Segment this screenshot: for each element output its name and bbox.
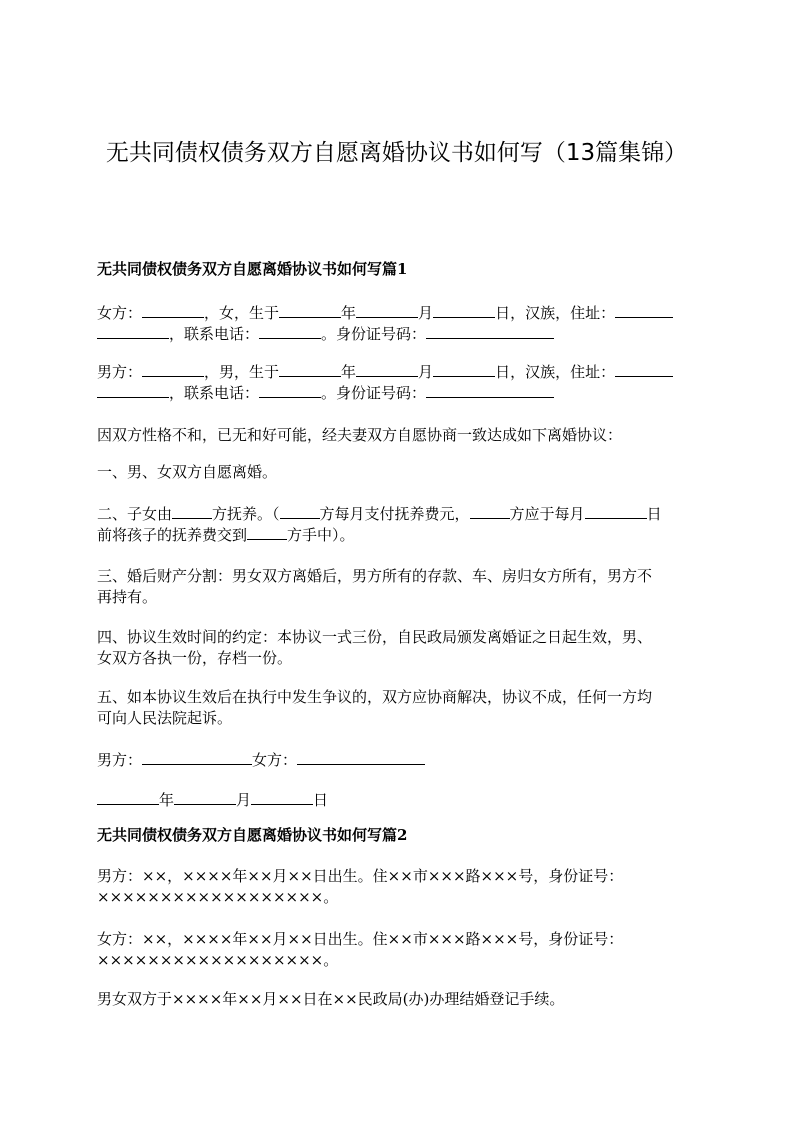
clause-1-text: 一、男、女双方自愿离婚。 (97, 463, 278, 481)
section-2-heading: 无共同债权债务双方自愿离婚协议书如何写篇2 (97, 826, 408, 844)
female-party-line-1 (97, 302, 697, 323)
clause-2-line-1 (97, 503, 697, 524)
clause-3-line-1: 三、婚后财产分割：男女双方离婚后，男方所有的存款、车、房归女方所有，男方不 (97, 567, 653, 585)
clause-5-line-2: 可向人民法院起诉。 (97, 709, 233, 727)
day-blank[interactable] (251, 789, 313, 805)
clause-4-line-1: 四、协议生效时间的约定：本协议一式三份，自民政局颁发离婚证之日起生效，男、 (97, 628, 653, 646)
male-info-paragraph (97, 866, 697, 908)
label-text: 。身份证号码： (321, 384, 427, 402)
female-signature-label: 女方： (252, 751, 298, 769)
payer-party-blank-2[interactable] (470, 503, 510, 519)
label-text: ，女，生于 (204, 304, 280, 322)
payer-party-blank[interactable] (280, 503, 320, 519)
id-number-blank[interactable] (426, 323, 554, 339)
label-text: 方手中）。 (287, 526, 355, 544)
name-blank[interactable] (142, 361, 204, 377)
label-text: ，联系电话： (169, 325, 260, 343)
label-text: 方抚养。（ (212, 505, 280, 523)
label-text: ，男，生于 (204, 363, 280, 381)
address-blank-cont[interactable] (97, 323, 169, 339)
day-label: 日 (313, 791, 329, 809)
label-text: 。身份证号码： (321, 325, 427, 343)
clause-4 (97, 627, 697, 669)
clause-5-line-1: 五、如本协议生效后在执行中发生争议的，双方应协商解决，协议不成，任何一方均 (97, 688, 653, 706)
marriage-registration-paragraph (97, 989, 697, 1010)
date-row (97, 789, 697, 810)
female-info-paragraph (97, 929, 697, 971)
month-label: 月 (236, 791, 252, 809)
signature-line (97, 749, 697, 770)
address-blank-cont[interactable] (97, 382, 169, 398)
male-party-line-1 (97, 361, 697, 382)
year-label: 年 (159, 791, 175, 809)
date-line (97, 789, 697, 810)
female-info-line-1: 女方：××，××××年××月××日出生。住××市×××路×××号，身份证号： (97, 930, 624, 948)
label-text: 女方： (97, 304, 143, 322)
label-text: 月 (418, 363, 434, 381)
label-text: 男方： (97, 363, 143, 381)
pay-day-blank[interactable] (585, 503, 647, 519)
male-party-line-2 (97, 382, 697, 403)
male-signature-label: 男方： (97, 751, 143, 769)
year-blank[interactable] (97, 789, 159, 805)
clause-2-line-2 (97, 524, 697, 545)
phone-blank[interactable] (259, 382, 321, 398)
section-1-heading: 无共同债权债务双方自愿离婚协议书如何写篇1 (97, 260, 408, 278)
male-signature-blank[interactable] (142, 749, 252, 765)
month-blank[interactable] (174, 789, 236, 805)
intro-text: 因双方性格不和，已无和好可能，经夫妻双方自愿协商一致达成如下离婚协议： (97, 426, 623, 444)
address-blank[interactable] (615, 361, 673, 377)
recipient-party-blank[interactable] (247, 524, 287, 540)
id-number-blank[interactable] (426, 382, 554, 398)
clause-4-line-2: 女双方各执一份，存档一份。 (97, 649, 293, 667)
label-text: 方每月支付抚养费元， (319, 505, 470, 523)
female-info-line-2: ××××××××××××××××××。 (97, 951, 339, 969)
label-text: 前将孩子的抚养费交到 (97, 526, 248, 544)
name-blank[interactable] (142, 302, 204, 318)
document-title: 无共同债权债务双方自愿离婚协议书如何写（13篇集锦） (105, 140, 688, 166)
birth-day-blank[interactable] (433, 302, 495, 318)
clause-3-line-2: 再持有。 (97, 588, 158, 606)
label-text: 年 (341, 304, 357, 322)
birth-day-blank[interactable] (433, 361, 495, 377)
label-text: 二、子女由 (97, 505, 173, 523)
label-text: 月 (418, 304, 434, 322)
clause-1 (97, 462, 697, 483)
clause-3 (97, 566, 697, 608)
female-party-line-2 (97, 323, 697, 344)
female-signature-blank[interactable] (297, 749, 425, 765)
birth-month-blank[interactable] (356, 302, 418, 318)
intro-paragraph (97, 425, 697, 446)
address-blank[interactable] (615, 302, 673, 318)
clause-5 (97, 687, 697, 729)
label-text: 年 (341, 363, 357, 381)
custody-party-blank[interactable] (172, 503, 212, 519)
female-party-paragraph (97, 302, 697, 344)
label-text: 方应于每月 (509, 505, 585, 523)
male-party-paragraph (97, 361, 697, 403)
clause-2 (97, 503, 697, 545)
birth-year-blank[interactable] (279, 302, 341, 318)
male-info-line-1: 男方：××，××××年××月××日出生。住××市×××路×××号，身份证号： (97, 867, 624, 885)
birth-year-blank[interactable] (279, 361, 341, 377)
birth-month-blank[interactable] (356, 361, 418, 377)
signature-row (97, 749, 697, 770)
marriage-registration-text: 男女双方于××××年××月××日在××民政局(办)办理结婚登记手续。 (97, 990, 565, 1008)
label-text: 日 (646, 505, 662, 523)
label-text: 日，汉族，住址： (495, 363, 616, 381)
phone-blank[interactable] (259, 323, 321, 339)
label-text: 日，汉族，住址： (495, 304, 616, 322)
male-info-line-2: ××××××××××××××××××。 (97, 888, 339, 906)
label-text: ，联系电话： (169, 384, 260, 402)
